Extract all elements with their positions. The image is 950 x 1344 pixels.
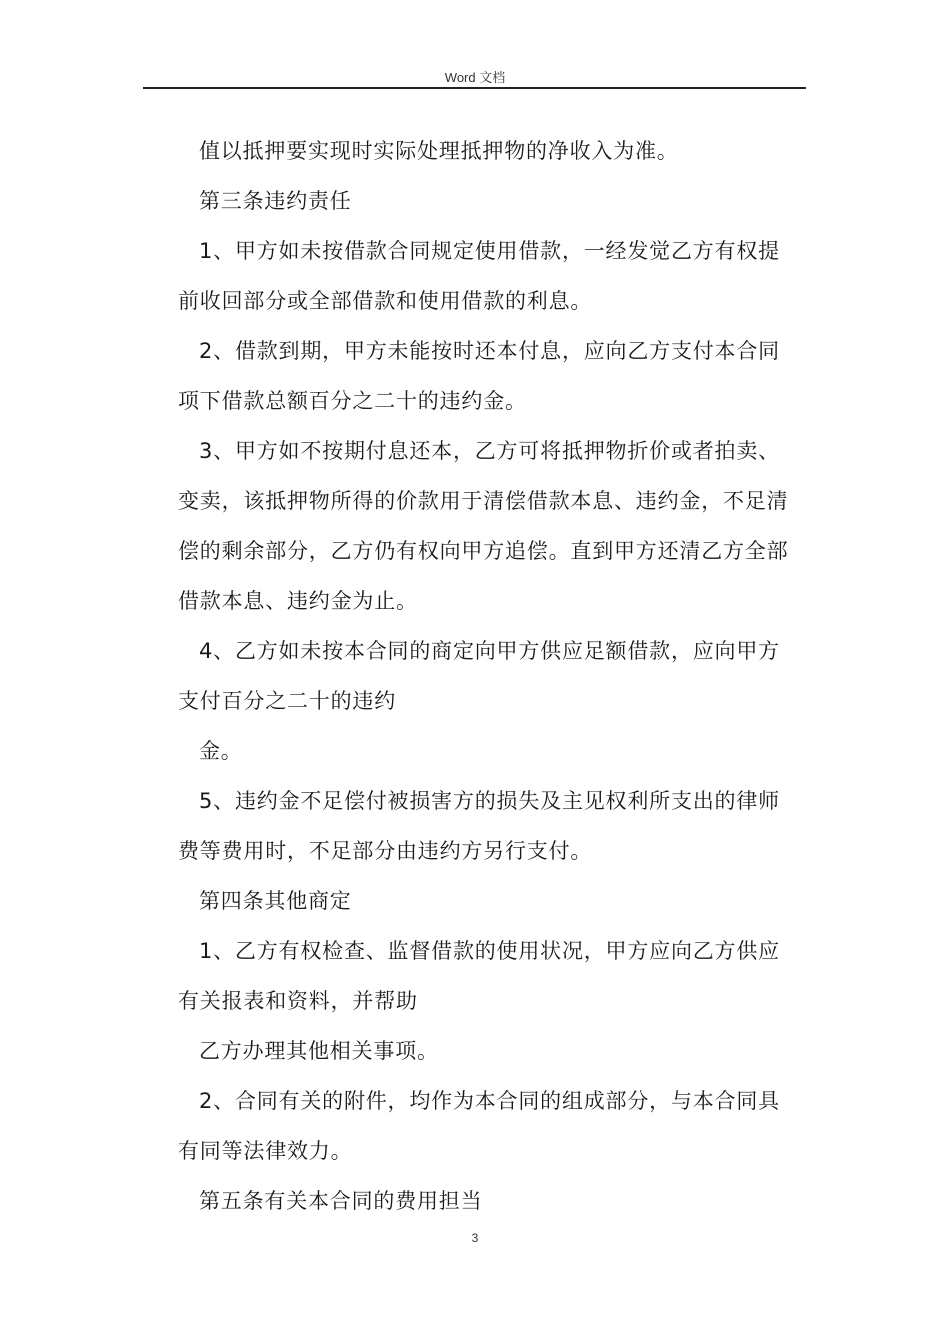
document-body <box>178 126 808 1226</box>
paragraph-line: 支付百分之二十的违约 <box>178 689 396 713</box>
paragraph-line: 2、借款到期，甲方未能按时还本付息，应向乙方支付本合同 <box>199 339 780 363</box>
paragraph-line: 有关报表和资料，并帮助 <box>178 989 418 1013</box>
paragraph-line: 借款本息、违约金为止。 <box>178 589 418 613</box>
paragraph-line: 金。 <box>199 739 243 763</box>
paragraph-line: 偿的剩余部分，乙方仍有权向甲方追偿。直到甲方还清乙方全部 <box>178 539 789 563</box>
paragraph-line: 1、甲方如未按借款合同规定使用借款，一经发觉乙方有权提 <box>199 239 780 263</box>
paragraph-line: 3、甲方如不按期付息还本，乙方可将抵押物折价或者拍卖、 <box>199 439 780 463</box>
paragraph-line: 费等费用时，不足部分由违约方另行支付。 <box>178 839 593 863</box>
section-heading: 第三条违约责任 <box>199 189 352 213</box>
paragraph-line: 变卖，该抵押物所得的价款用于清偿借款本息、违约金，不足清 <box>178 489 789 513</box>
paragraph-line: 2、合同有关的附件，均作为本合同的组成部分，与本合同具 <box>199 1089 780 1113</box>
paragraph-line: 乙方办理其他相关事项。 <box>199 1039 439 1063</box>
paragraph-line: 值以抵押要实现时实际处理抵押物的净收入为准。 <box>199 139 679 163</box>
section-heading: 第四条其他商定 <box>199 889 352 913</box>
paragraph-line: 前收回部分或全部借款和使用借款的利息。 <box>178 289 593 313</box>
header-divider <box>143 87 806 89</box>
paragraph-line: 项下借款总额百分之二十的违约金。 <box>178 389 527 413</box>
paragraph-line: 有同等法律效力。 <box>178 1139 353 1163</box>
paragraph-line: 5、违约金不足偿付被损害方的损失及主见权利所支出的律师 <box>199 789 780 813</box>
page-number: 3 <box>471 1231 479 1245</box>
section-heading: 第五条有关本合同的费用担当 <box>199 1189 483 1213</box>
paragraph-line: 4、乙方如未按本合同的商定向甲方供应足额借款，应向甲方 <box>199 639 780 663</box>
document-header-title: Word 文档 <box>444 70 506 85</box>
paragraph-line: 1、乙方有权检查、监督借款的使用状况，甲方应向乙方供应 <box>199 939 780 963</box>
